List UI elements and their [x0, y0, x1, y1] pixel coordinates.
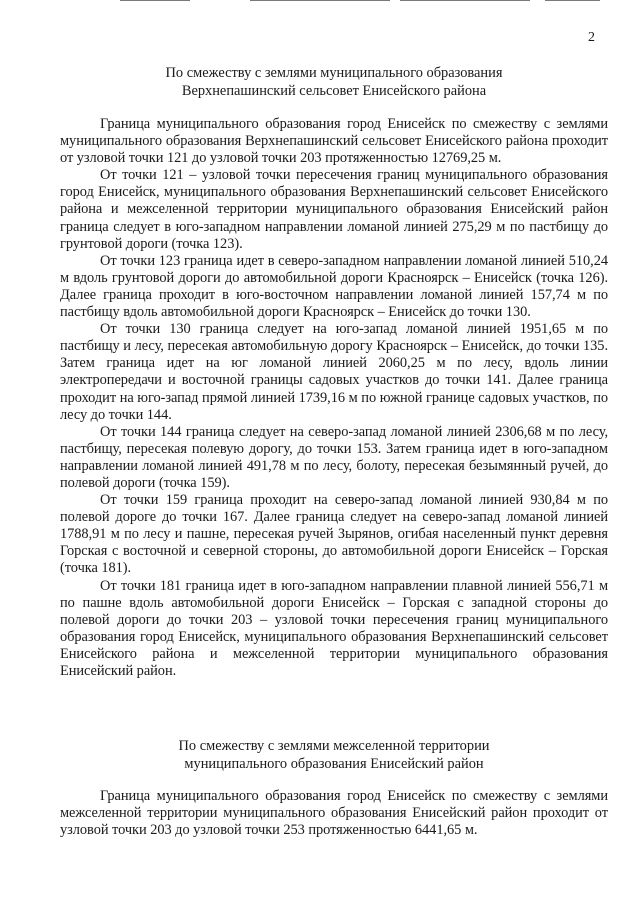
page-number: 2: [588, 30, 595, 45]
section-heading-verkhnepashinsky: [60, 64, 608, 100]
heading-line: По смежеству с землями межселенной территории: [178, 738, 490, 754]
heading-line: По смежеству с землями муниципального образования: [165, 65, 503, 81]
section-heading-mezhselennaya: [60, 737, 608, 773]
top-scan-rules: [0, 0, 640, 4]
heading-line: муниципального образования Енисейский район: [184, 756, 484, 772]
section-body-verkhnepashinsky: [60, 116, 608, 680]
paragraph: От точки 130 граница следует на юго-запад ломаной линией 1951,65 м по пастбищу и лесу, пересекая автомобильную дорогу Красноярск – Енисейск, до точки 135. Затем граница идет на юг ломаной линией 2060,25 м по лесу, вдоль линии электропередачи и восточной границы садовых участков до точки 141. Далее граница проходит на юго-запад прямой линией 1739,16 м по южной границе садовых участков, по лесу до точки 144.: [60, 321, 608, 423]
paragraph: От точки 181 граница идет в юго-западном направлении плавной линией 556,71 м по пашне вдоль автомобильной дороги Енисейск – Горская с западной стороны до полевой дороги до точки 203 – узловой точки пересечения границ муниципального образования город Енисейск, муниципального образования Верхнепашинский сельсовет Енисейского района и межселенной территории муниципального образования Енисейский район.: [60, 577, 608, 679]
paragraph: От точки 123 граница идет в северо-западном направлении ломаной линией 510,24 м вдоль грунтовой дороги до автомобильной дороги Красноярск – Енисейск (точка 126). Далее граница проходит в юго-восточном направлении ломаной линией 157,74 м по пастбищу вдоль автомобильной дороги Красноярск – Енисейск до точки 130.: [60, 252, 608, 321]
paragraph: От точки 121 – узловой точки пересечения границ муниципального образования город Енисейск, муниципального образования Верхнепашинский сельсовет Енисейского района и межселенной территории муниципального образования Енисейский район граница следует в юго-западном направлении ломаной линией 275,29 м по пастбищу до грунтовой дороги (точка 123).: [60, 167, 608, 252]
paragraph: От точки 144 граница следует на северо-запад ломаной линией 2306,68 м по лесу, пастбищу, пересекая полевую дорогу, до точки 153. Затем граница идет в юго-западном направлении ломаной линией 491,78 м по лесу, болоту, пересекая безымянный ручей, до полевой дороги (точка 159).: [60, 423, 608, 491]
paragraph: Граница муниципального образования город Енисейск по смежеству с землями муниципального образования Верхнепашинский сельсовет Енисейского района проходит от узловой точки 121 до узловой точки 203 протяженностью 12769,25 м.: [60, 116, 608, 167]
section-body-mezhselennaya: [60, 788, 608, 839]
paragraph: От точки 159 граница проходит на северо-запад ломаной линией 930,84 м по полевой дороге до точки 167. Далее граница следует на северо-запад ломаной линией 1788,91 м по лесу и пашне, пересекая ручей Зырянов, огибая населенный пункт деревня Горская с восточной и северной стороны, до автомобильной дороги Енисейск – Горская (точка 181).: [60, 492, 608, 577]
heading-line: Верхнепашинский сельсовет Енисейского района: [181, 83, 487, 99]
paragraph: Граница муниципального образования город Енисейск по смежеству с землями межселенной территории муниципального образования Енисейский район проходит от узловой точки 203 до узловой точки 253 протяженностью 6441,65 м.: [60, 788, 608, 839]
